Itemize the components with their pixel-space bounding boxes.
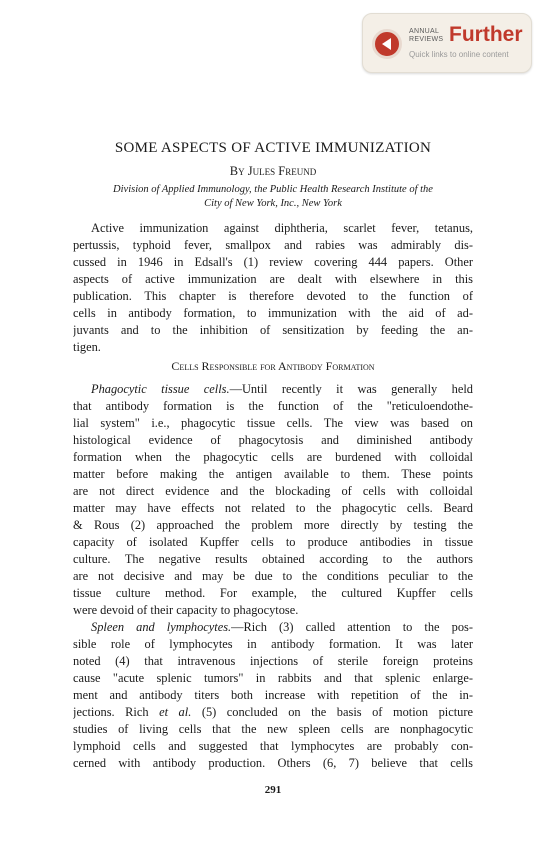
paragraph-line: ment and antibody titers both increase with repetition of the in- (73, 688, 473, 702)
paragraph-line: were devoid of their capacity to phagocytose. (73, 603, 299, 617)
paragraph-line (91, 619, 473, 636)
paragraph-line: are not direct evidence and the blockading of cells with colloidal (73, 484, 473, 498)
paragraph-line: lymphoid cells and suggested that lymphocytes are probably con- (73, 739, 473, 753)
paragraph-line: cerned with antibody production. Others (6, 7) believe that cells (73, 756, 473, 770)
paragraph-line: aspects of active immunization are dealt with elsewhere in this (73, 272, 473, 286)
annual-reviews-label: ANNUAL REVIEWS (409, 28, 444, 43)
paragraph-line: matter may have effects not related to the phagocytic cells. Beard (73, 501, 473, 515)
paragraph-line: culture. The negative results obtained according to the authors (73, 552, 473, 566)
article-affiliation (20, 183, 526, 211)
paragraph-line: formation when the phagocytic cells are burdened with colloidal (73, 450, 473, 464)
run-in-heading: Spleen and lymphocytes. (91, 620, 232, 634)
paragraph-line: are not decisive and may be due to the conditions peculiar to the (73, 569, 473, 583)
paragraph-line: lial system" i.e., phagocytic tissue cells. The view was based on (73, 416, 473, 430)
article-byline: By Jules Freund (229, 164, 317, 178)
paragraph-line (73, 704, 473, 721)
paragraph-line: & Rous (2) approached the problem more directly by testing the (73, 518, 473, 532)
affiliation-line: Division of Applied Immunology, the Public Health Research Institute of the (113, 184, 433, 195)
paragraph-text: —Rich (3) called attention to the pos- (231, 620, 473, 634)
article-title: SOME ASPECTS OF ACTIVE IMMUNIZATION (114, 140, 432, 156)
affiliation-line: City of New York, Inc., New York (204, 198, 342, 209)
run-in-heading: Phagocytic tissue cells. (91, 382, 230, 396)
back-arrow-icon (372, 29, 402, 59)
paragraph-text: (5) concluded on the basis of motion picture (191, 705, 473, 719)
paragraph-text: —Until recently it was generally held (229, 382, 473, 396)
paragraph-line: pertussis, typhoid fever, smallpox and rabies was admirably dis- (73, 238, 473, 252)
section-heading: Cells Responsible for Antibody Formation (171, 359, 375, 373)
paragraph-line: cussed in 1946 in Edsall's (1) review covering 444 papers. Other (73, 255, 473, 269)
paragraph-text: et al. (159, 705, 192, 719)
further-label: Further (449, 23, 523, 46)
paragraph-line: matter before making the antigen available to them. These points (73, 467, 473, 481)
paragraph-line: cells in antibody formation, to immunization with the aid of ad- (73, 306, 473, 320)
page-number: 291 (264, 784, 282, 796)
paragraph-line (91, 381, 473, 398)
paragraph-line: tissue culture method. For example, the cultured Kupffer cells (73, 586, 473, 600)
paragraph-line: tigen. (73, 340, 101, 354)
paragraph-line: publication. This chapter is therefore devoted to the function of (73, 289, 473, 303)
paragraph-line: Active immunization against diphtheria, scarlet fever, tetanus, (91, 221, 473, 235)
paragraph-line: that antibody formation is the function of the "reticuloendothe- (73, 399, 473, 413)
paragraph-line: histological evidence of phagocytosis and diminished antibody (73, 433, 473, 447)
paragraph-line: juvants and to the inhibition of sensitization by feeding the an- (73, 323, 473, 337)
paragraph-line: sible role of lymphocytes in antibody formation. It was later (73, 637, 473, 651)
paragraph-line: noted (4) that intravenous injections of sterile foreign proteins (73, 654, 473, 668)
paragraph-line: capacity of isolated Kupffer cells to produce antibodies in tissue (73, 535, 473, 549)
paragraph-line: studies of living cells that the new spleen cells are nonphagocytic (73, 722, 473, 736)
paragraph-text: jections. Rich (73, 705, 160, 719)
further-badge[interactable] (362, 13, 532, 73)
paragraph-line: cause "acute splenic tumors" in rabbits and that splenic enlarge- (73, 671, 473, 685)
quick-links-label[interactable]: Quick links to online content (409, 50, 509, 59)
